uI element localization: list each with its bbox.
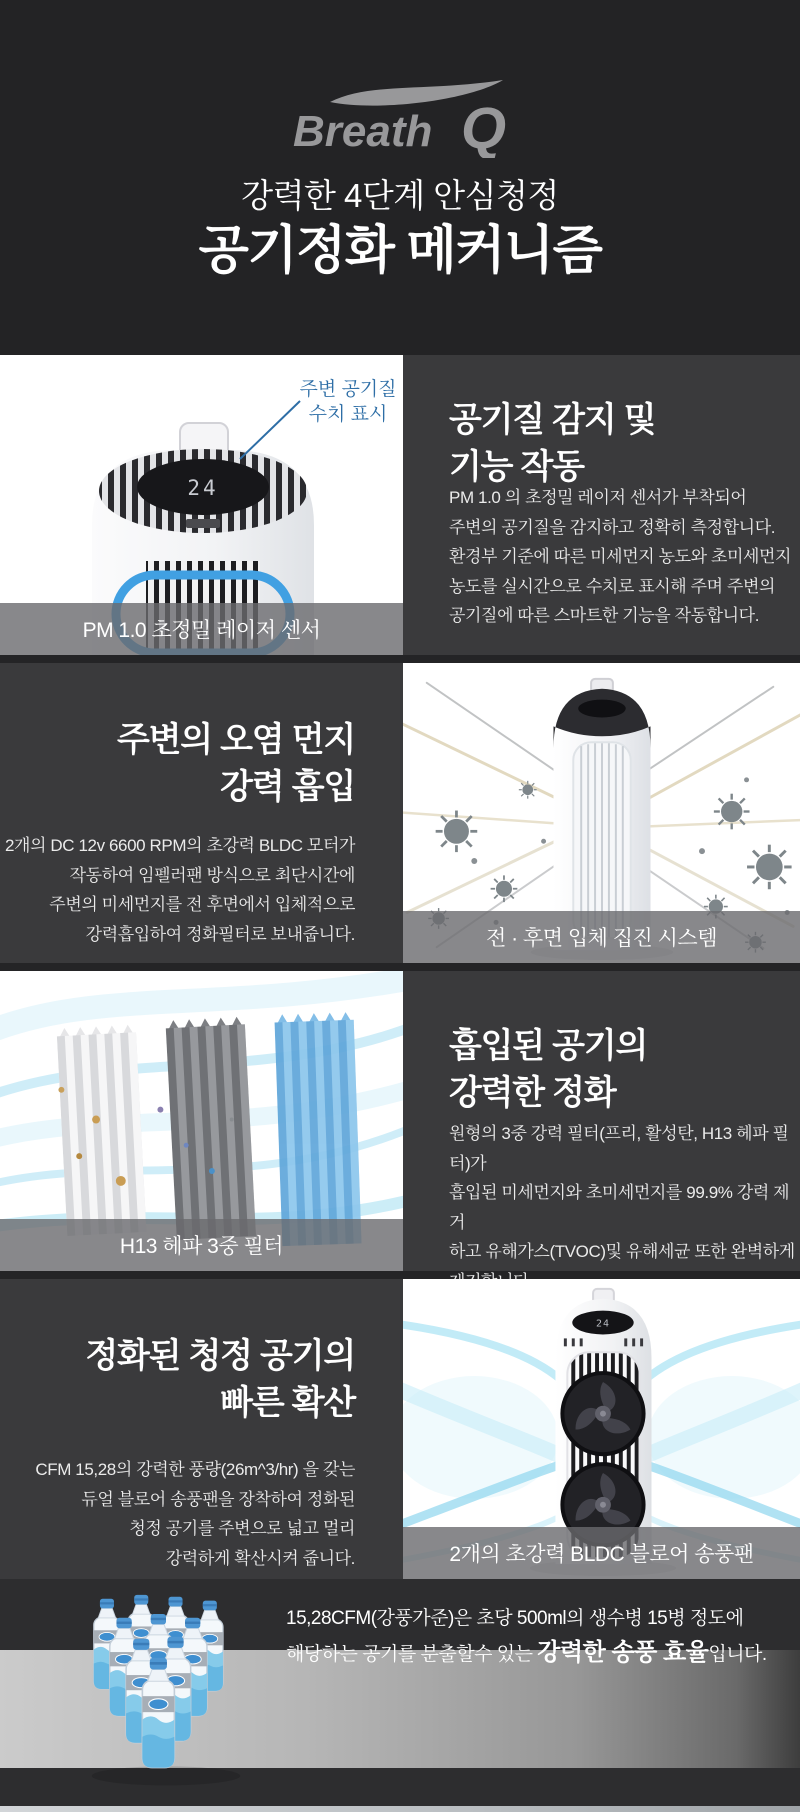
- footer-line2-suffix: 입니다.: [708, 1644, 767, 1665]
- section-heading: [449, 1023, 647, 1117]
- fan-image-box: [403, 1279, 800, 1579]
- heading-line: 기능 작동: [449, 448, 584, 486]
- display-oval: [578, 700, 626, 718]
- section-body: [5, 831, 355, 949]
- image-caption: H13 헤파 3중 필터: [0, 1219, 403, 1271]
- body-line: 주변의 공기질을 감지하고 정확히 측정합니다.: [449, 517, 776, 537]
- body-line: 농도를 실시간으로 수치로 표시해 주며 주변의: [449, 576, 776, 596]
- body-line: 청정 공기를 주변으로 넓고 멀리: [129, 1519, 355, 1538]
- section-body: [449, 1119, 800, 1296]
- body-line: 작동하여 임펠러팬 방식으로 최단시간에: [69, 865, 355, 885]
- body-line: CFM 15,28의 강력한 풍량(26m^3/hr) 을 갖는: [35, 1460, 355, 1479]
- page-title: 공기정화 메커니즘: [198, 222, 602, 280]
- body-line: 원형의 3중 강력 필터(프리, 활성탄, H13 헤파 필터)가: [449, 1124, 789, 1173]
- footer-line2-bold: 강력한 송풍 효율: [537, 1639, 709, 1666]
- body-line: 강력흡입하여 정화필터로 보내줍니다.: [85, 924, 355, 944]
- body-line: 흡입된 미세먼지와 초미세먼지를 99.9% 강력 제거: [449, 1183, 790, 1232]
- purification-text-panel: [403, 971, 800, 1271]
- heading-line: 흡입된 공기의: [449, 1027, 648, 1065]
- heading-line: 정화된 청정 공기의: [85, 1337, 355, 1375]
- diffusion-text-panel: [0, 1279, 403, 1579]
- water-bottles-illustration: [66, 1593, 266, 1798]
- section-purification: [0, 971, 800, 1271]
- image-caption: PM 1.0 초정밀 레이저 센서: [0, 603, 403, 655]
- sensor-image-box: [0, 355, 403, 655]
- section-heading: [117, 717, 355, 811]
- logo-text-q: Q: [461, 96, 507, 158]
- section-heading: [449, 397, 655, 491]
- section-body: [449, 483, 791, 631]
- callout-line: [240, 401, 300, 459]
- footer: [0, 1579, 800, 1812]
- body-line: 하고 유해가스(TVOC)및 유해세균 또한 완벽하게: [449, 1242, 795, 1261]
- footer-line2: [286, 1635, 767, 1673]
- callout-text-line1: 주변 공기질: [299, 379, 397, 400]
- section-dust-suction: [0, 663, 800, 963]
- section-diffusion: [0, 1279, 800, 1579]
- pre-filter: [56, 1024, 146, 1236]
- body-line: 환경부 기준에 따른 미세먼지 농도와 초미세먼지: [449, 547, 792, 566]
- front-grille-stripes: [581, 743, 623, 937]
- suction-text-panel: [0, 663, 403, 963]
- suction-image-box: [403, 663, 800, 963]
- sensor-notch: [186, 519, 220, 528]
- section-heading: [85, 1333, 355, 1427]
- section-body: [35, 1455, 355, 1573]
- body-line: 강력하게 확산시켜 줍니다.: [165, 1548, 355, 1568]
- body-line: 주변의 미세먼지를 전 후면에서 입체적으로: [49, 895, 355, 914]
- header: [0, 0, 800, 355]
- body-line: 공기질에 따른 스마트한 기능을 작동합니다.: [449, 606, 760, 625]
- footer-text: [286, 1603, 767, 1673]
- heading-line: 공기질 감지 및: [449, 401, 656, 439]
- footer-line2-prefix: 해당하는 공기를 분출할수 있는: [286, 1644, 538, 1665]
- footer-line1: 15,28CFM(강풍가준)은 초당 500ml의 생수병 15병 정도에: [286, 1608, 744, 1629]
- heading-line: 강력 흡입: [220, 768, 355, 806]
- brand-logo: [0, 80, 800, 163]
- body-line: 듀얼 블로어 송풍팬을 장착하여 정화된: [81, 1489, 355, 1509]
- logo-text-breath: Breath: [293, 107, 433, 156]
- page-subtitle: 강력한 4단계 안심청정: [241, 177, 559, 214]
- breathq-logo-icon: [275, 80, 525, 158]
- image-caption: 전 · 후면 입체 집진 시스템: [403, 911, 800, 963]
- heading-line: 강력한 정화: [449, 1074, 616, 1112]
- filter-image-box: [0, 971, 403, 1271]
- section-air-quality-sensing: [0, 355, 800, 655]
- callout-text-line2: 수치 표시: [308, 404, 388, 425]
- next-section-edge: [0, 1806, 800, 1812]
- sensor-text-panel: [403, 355, 800, 655]
- body-line: 2개의 DC 12v 6600 RPM의 초강력 BLDC 모터가: [4, 836, 355, 855]
- pm-display-value: 24: [187, 476, 219, 500]
- fan-icon: [562, 1373, 643, 1454]
- hepa-filter: [274, 1012, 361, 1246]
- fan-display-value: 24: [596, 1318, 610, 1330]
- heading-line: 빠른 확산: [220, 1384, 355, 1422]
- heading-line: 주변의 오염 먼지: [116, 721, 355, 759]
- body-line: PM 1.0 의 초정밀 레이저 센서가 부착되어: [449, 488, 747, 507]
- image-caption: 2개의 초강력 BLDC 블로어 송풍팬: [403, 1527, 800, 1579]
- carbon-filter: [165, 1016, 256, 1240]
